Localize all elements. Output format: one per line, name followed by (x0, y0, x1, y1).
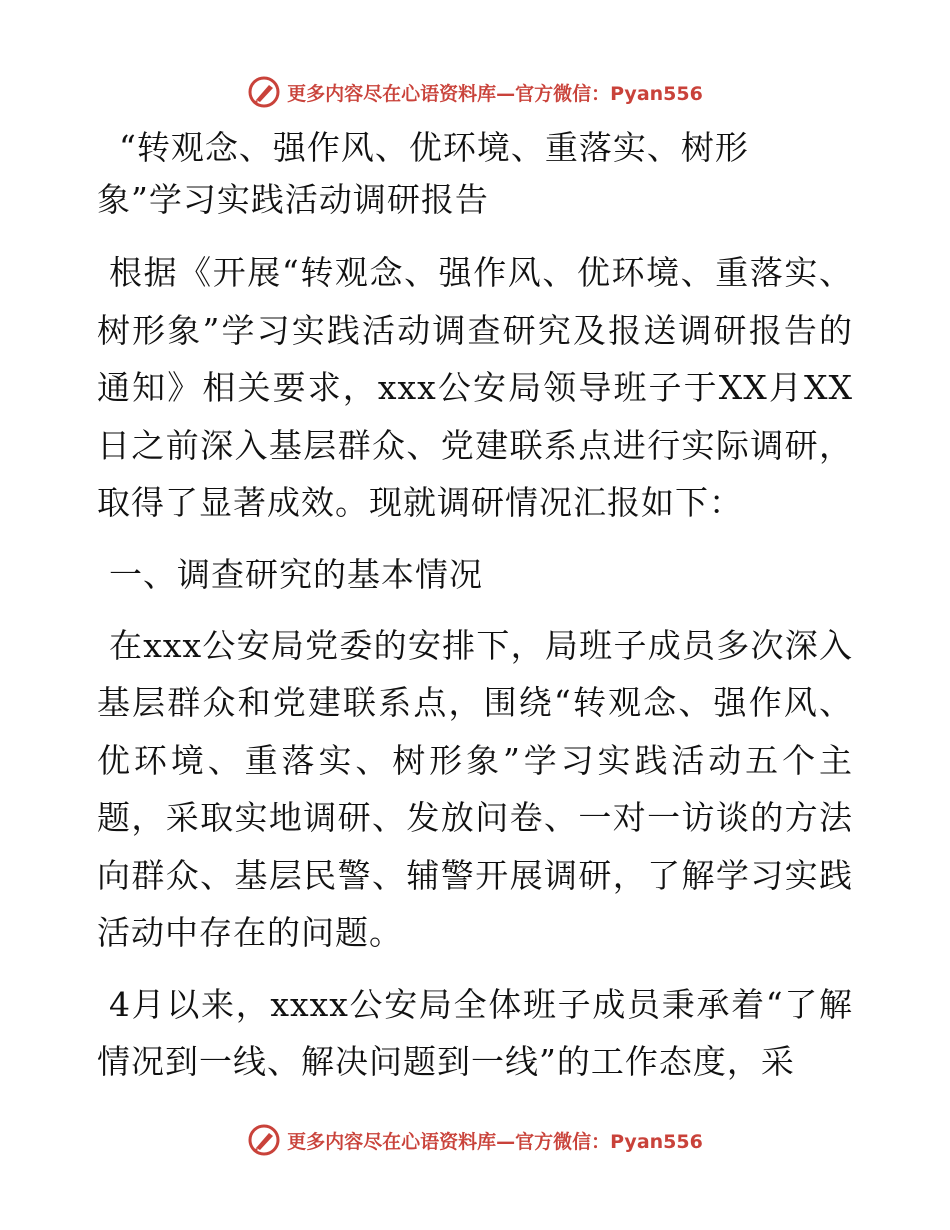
watermark-text: 更多内容尽在心语资料库—官方微信：Pyan556 (287, 82, 703, 105)
title-line-1: “转观念、强作风、优环境、重落实、树形 (119, 128, 749, 167)
red-quill-seal-icon (247, 75, 281, 109)
section-paragraph-continued: 4月以来，xxxx公安局全体班子成员秉承着“了解情况到一线、解决问题到一线”的工作态度，采 (97, 984, 853, 1081)
red-quill-seal-icon (247, 1123, 281, 1157)
section-paragraph: 在xxx公安局党委的安排下，局班子成员多次深入基层群众和党建联系点，围绕“转观念、强作风、优环境、重落实、树形象”学习实践活动五个主题，采取实地调研、发放问卷、一对一访谈的方法向群众、基层民警、辅警开展调研，了解学习实践活动中存在的问题。 (97, 625, 853, 952)
section-heading: 一、调查研究的基本情况 (109, 554, 483, 594)
document-body (97, 122, 853, 1105)
title-line-2: 象”学习实践活动调研报告 (97, 180, 489, 219)
watermark-text: 更多内容尽在心语资料库—官方微信：Pyan556 (287, 1130, 703, 1153)
header-watermark (0, 72, 950, 112)
footer-watermark (0, 1120, 950, 1160)
document-title (97, 122, 853, 226)
intro-paragraph: 根据《开展“转观念、强作风、优环境、重落实、树形象”学习实践活动调查研究及报送调研报告的通知》相关要求，xxx公安局领导班子于XX月XX日之前深入基层群众、党建联系点进行实际调研，取得了显著成效。现就调研情况汇报如下： (97, 253, 853, 522)
